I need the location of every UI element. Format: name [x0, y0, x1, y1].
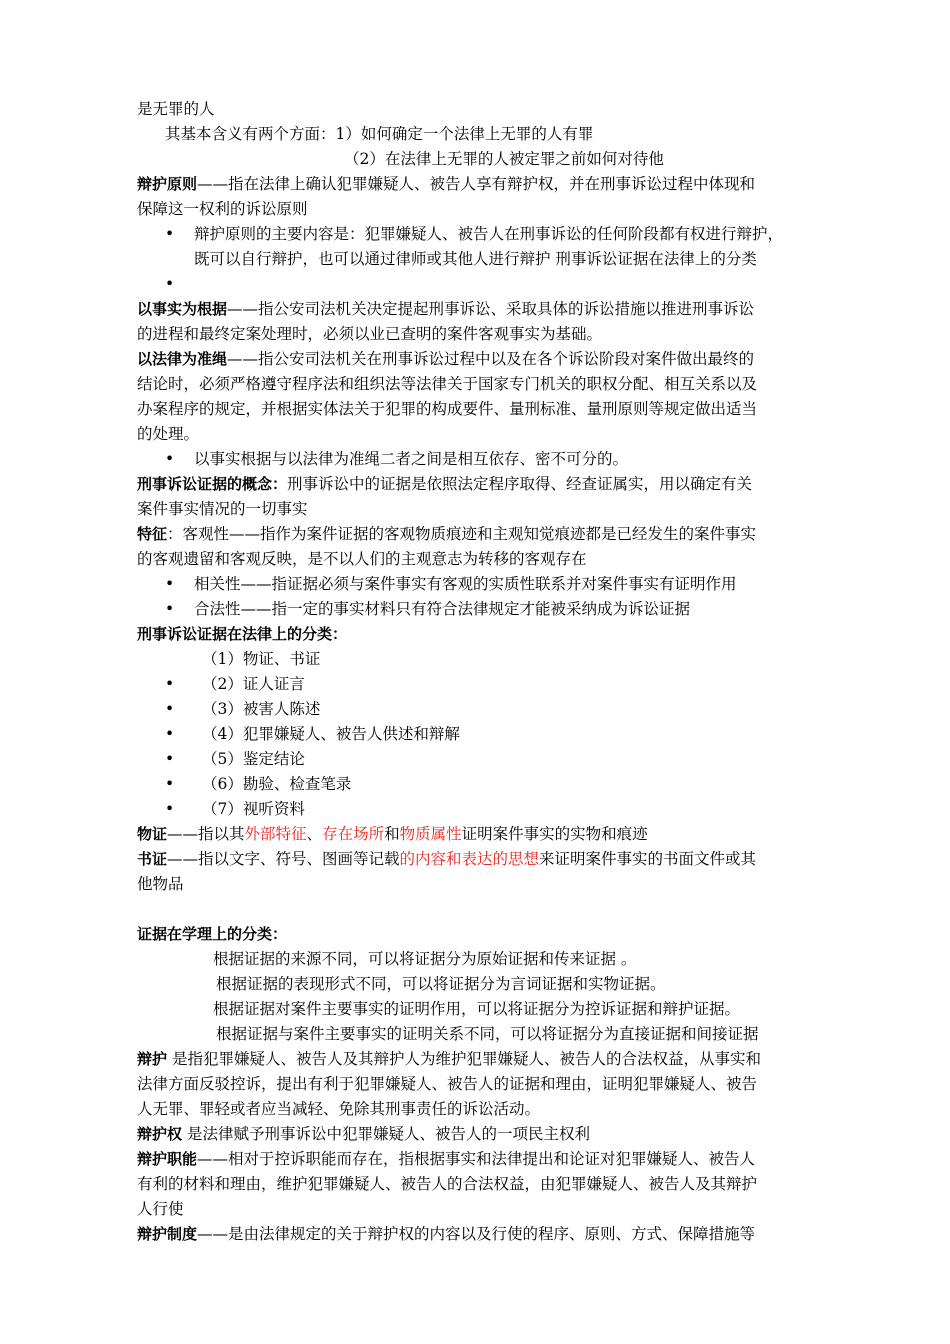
text-line: 办案程序的规定，并根据实体法关于犯罪的构成要件、量刑标准、量刑原则等规定做出适当	[137, 400, 758, 418]
academic-classification-title	[137, 922, 827, 947]
highlight-text: 外部特征	[244, 825, 307, 843]
text-line: 既可以自行辩护，也可以通过律师或其他人进行辩护 刑事诉讼证据在法律上的分类	[194, 250, 757, 268]
facts-basis-para	[137, 297, 827, 322]
bullet-item: • 以事实根据与以法律为准绳二者之间是相互依存、密不可分的。	[137, 447, 827, 472]
term-physical-evidence: 物证	[137, 825, 168, 843]
defense-principle-para	[137, 172, 827, 197]
list-item: • （4）犯罪嫌疑人、被告人供述和辩解	[137, 722, 827, 747]
term-evidence-concept: 刑事诉讼证据的概念：	[137, 475, 288, 493]
bullet-item: • 辩护原则的主要内容是：犯罪嫌疑人、被告人在刑事诉讼的任何阶段都有权进行辩护，	[137, 222, 827, 247]
physical-evidence-para	[137, 822, 827, 847]
list-item: （1）物证、书证	[202, 650, 321, 668]
term-law-criterion: 以法律为准绳	[137, 350, 228, 368]
text-line: 根据证据的来源不同，可以将证据分为原始证据和传来证据 。	[213, 950, 637, 968]
term-facts-basis: 以事实为根据	[137, 300, 228, 318]
defense-function-para	[137, 1147, 827, 1172]
text-line: 的客观遗留和客观反映，是不以人们的主观意志为转移的客观存在	[137, 550, 587, 568]
list-item: • （6）勘验、检查笔录	[137, 772, 827, 797]
text-line: 的进程和最终定案处理时，必须以业已查明的案件客观事实为基础。	[137, 325, 603, 343]
bullet-item: • 相关性——指证据必须与案件事实有客观的实质性联系并对案件事实有证明作用	[137, 572, 827, 597]
highlight-text: 存在场所	[322, 825, 385, 843]
term-defense-system: 辩护制度	[137, 1225, 198, 1243]
defense-para	[137, 1047, 827, 1072]
text-span: ：客观性——指作为案件证据的客观物质痕迹和主观知觉痕迹都是已经发生的案件事实	[167, 525, 757, 543]
defense-system-para	[137, 1222, 827, 1247]
term-defense-right: 辩护权	[137, 1125, 183, 1143]
highlight-text: 物质属性	[399, 825, 462, 843]
text-span: 刑事诉讼中的证据是依照法定程序取得、经查证属实，用以确定有关	[287, 475, 753, 493]
text-span: ——相对于控诉职能而存在，指根据事实和法律提出和论证对犯罪嫌疑人、被告人	[197, 1150, 756, 1168]
bullet-item-empty	[137, 272, 827, 297]
defense-right-para	[137, 1122, 827, 1147]
text-line: 结论时，必须严格遵守程序法和组织法等法律关于国家专门机关的职权分配、相互关系以及	[137, 375, 758, 393]
text-span: 和	[384, 825, 400, 843]
bullet-item: • 合法性——指一定的事实材料只有符合法律规定才能被采纳成为诉讼证据	[137, 597, 827, 622]
text-span: 证明案件事实的实物和痕迹	[461, 825, 648, 843]
text-line: 是无罪的人	[137, 100, 215, 118]
text-line: （2）在法律上无罪的人被定罪之前如何对待他	[344, 150, 664, 168]
text-line: 案件事实情况的一切事实	[137, 500, 308, 518]
term-documentary-evidence: 书证	[137, 850, 168, 868]
text-line: 其基本含义有两个方面：1）如何确定一个法律上无罪的人有罪	[165, 125, 594, 143]
text-span: 是法律赋予刑事诉讼中犯罪嫌疑人、被告人的一项民主权利	[182, 1125, 590, 1143]
evidence-concept-para	[137, 472, 827, 497]
text-span: ——指公安司法机关决定提起刑事诉讼、采取具体的诉讼措施以推进刑事诉讼	[227, 300, 755, 318]
text-span: ——指公安司法机关在刑事诉讼过程中以及在各个诉讼阶段对案件做出最终的	[227, 350, 755, 368]
heading: 刑事诉讼证据在法律上的分类：	[137, 625, 348, 643]
documentary-evidence-para	[137, 847, 827, 872]
text-span: 来证明案件事实的书面文件或其	[539, 850, 757, 868]
law-criterion-para	[137, 347, 827, 372]
text-span: ——指以文字、符号、图画等记载	[167, 850, 400, 868]
highlight-text: 的内容和表达的思想	[399, 850, 540, 868]
text-line: 保障这一权利的诉讼原则	[137, 200, 308, 218]
text-line: 法律方面反驳控诉，提出有利于犯罪嫌疑人、被告人的证据和理由，证明犯罪嫌疑人、被告	[137, 1075, 758, 1093]
text-line: 根据证据对案件主要事实的证明作用，可以将证据分为控诉证据和辩护证据。	[213, 1000, 741, 1018]
text-line: 人行使	[137, 1200, 184, 1218]
text-line: 有利的材料和理由，维护犯罪嫌疑人、被告人的合法权益，由犯罪嫌疑人、被告人及其辩护	[137, 1175, 758, 1193]
text-span: ——是由法律规定的关于辩护权的内容以及行使的程序、原则、方式、保障措施等	[197, 1225, 756, 1243]
term-defense-function: 辩护职能	[137, 1150, 198, 1168]
text-line: 人无罪、罪轻或者应当减轻、免除其刑事责任的诉讼活动。	[137, 1100, 541, 1118]
features-para	[137, 522, 827, 547]
list-item: • （7）视听资料	[137, 797, 827, 822]
heading: 证据在学理上的分类：	[137, 925, 288, 943]
text-line: 他物品	[137, 875, 184, 893]
text-line: 根据证据的表现形式不同，可以将证据分为言词证据和实物证据。	[216, 975, 666, 993]
term-features: 特征	[137, 525, 168, 543]
text-span: 是指犯罪嫌疑人、被告人及其辩护人为维护犯罪嫌疑人、被告人的合法权益，从事实和	[167, 1050, 761, 1068]
text-span: 、	[306, 825, 323, 843]
text-span: ——指以其	[167, 825, 245, 843]
list-item: • （5）鉴定结论	[137, 747, 827, 772]
legal-classification-title	[137, 622, 827, 647]
list-item: • （3）被害人陈述	[137, 697, 827, 722]
list-item: • （2）证人证言	[137, 672, 827, 697]
text-line: 的处理。	[137, 425, 200, 443]
document-page	[137, 97, 827, 1247]
text-span: ——指在法律上确认犯罪嫌疑人、被告人享有辩护权，并在刑事诉讼过程中体现和	[197, 175, 756, 193]
term-defense: 辩护	[137, 1050, 168, 1068]
text-line: 根据证据与案件主要事实的证明关系不同，可以将证据分为直接证据和间接证据	[216, 1025, 759, 1043]
spacer	[137, 897, 827, 922]
term-defense-principle: 辩护原则	[137, 175, 198, 193]
